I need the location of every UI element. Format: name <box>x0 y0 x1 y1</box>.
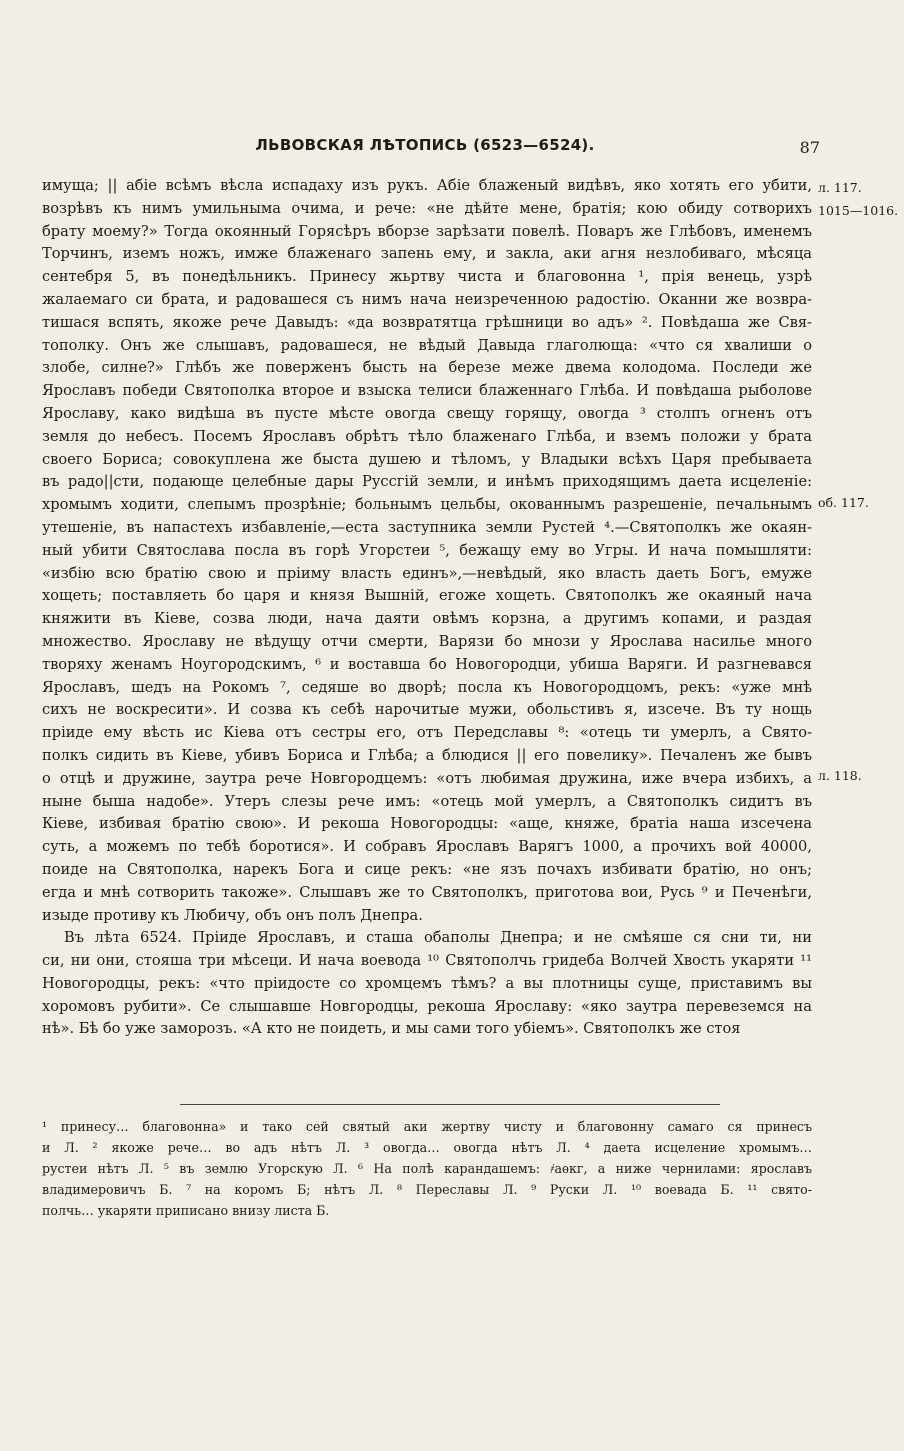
text-line: хощеть; поставляеть бо царя и князя Вышній, егоже хощеть. Святополкъ же окаяный нача <box>42 587 812 605</box>
text-line: Новогородцы, рекъ: «что пріидосте со хромцемъ тѣмъ? а вы плотницы суще, приставимъ вы <box>42 974 812 992</box>
text-line: Въ лѣта 6524. Пріиде Ярославъ, и сташа обаполы Днепра; и не смѣяше ся сни ти, ни <box>64 929 812 947</box>
footnote-line: и Л. ² якоже рече… во адъ нѣтъ Л. ³ овогда… овогда нѣтъ Л. ⁴ даета исцеление хромымъ… <box>42 1140 812 1155</box>
text-line: брату моему?» Тогда окоянный Горясѣръ вборзе зарѣзати повелѣ. Поваръ же Глѣбовъ, именемъ <box>42 222 812 240</box>
footnote-divider <box>180 1104 720 1105</box>
text-line: сентебря 5, въ понедѣльникъ. Принесу жьртву чиста и благовонна ¹, прія венець, узрѣ <box>42 268 812 286</box>
text-line: Ярославъ победи Святополка второе и взыска телиси блаженнаго Глѣба. И повѣдаша рыболове <box>42 382 812 400</box>
chronicle-text <box>42 175 812 1041</box>
footnote-line: ¹ принесу… благовонна» и тако сей святый аки жертву чисту и благовонну самаго ся принесъ <box>42 1119 812 1134</box>
text-line: злобе, силне?» Глѣбъ же поверженъ бысть на березе меже двема колодома. Последи же <box>42 359 812 377</box>
text-line: возрѣвъ къ нимъ умильныма очима, и рече: «не дѣйте мене, братія; кою обиду сотворихъ <box>42 199 812 217</box>
text-line: въ радо||сти, подающе целебные дары Руссгій земли, и инѣмъ приходящимъ даета исцеленіе: <box>42 473 812 491</box>
margin-note-folio-117-verso: об. 117. <box>818 495 869 510</box>
text-line: множество. Ярославу не вѣдущу отчи смерти, Варязи бо мнози у Ярослава насилье много <box>42 632 812 650</box>
footnote-line: полчь… укаряти приписано внизу листа Б. <box>42 1203 330 1218</box>
text-line: ный убити Святослава посла въ горѣ Угорстеи ⁵, бежащу ему во Угры. И нача помышляти: <box>42 541 812 559</box>
text-line: жалаемаго си брата, и радовашеся съ нимъ нача неизреченною радостію. Оканни же возвра- <box>42 290 812 308</box>
text-line: пріиде ему вѣсть ис Кіева отъ сестры его, отъ Передславы ⁸: «отець ти умерлъ, а Свято- <box>42 724 812 742</box>
text-line: нѣ». Бѣ бо уже заморозъ. «А кто не поидеть, и мы сами того убіемъ». Святополкъ же стоя <box>42 1020 741 1038</box>
text-line: сихъ не воскресити». И созва къ себѣ нарочитые мужи, обольстивъ я, изсече. Въ ту нощь <box>42 701 812 719</box>
text-line: тополку. Онъ же слышавъ, радовашеся, не вѣдый Давыда глаголюща: «что ся хвалиши о <box>42 336 812 354</box>
text-line: Торчинъ, иземъ ножъ, имже блаженаго запень ему, и закла, аки агня незлобиваго, мѣсяца <box>42 245 812 263</box>
text-line: хоромовъ рубити». Се слышавше Новгородцы, рекоша Ярославу: «яко заутра перевеземся на <box>42 997 812 1015</box>
text-line: хромымъ ходити, слепымъ прозрѣніе; больнымъ цельбы, окованнымъ разрешеніе, печальнымъ <box>42 496 812 514</box>
text-line: поиде на Святополка, нарекъ Бога и сице рекъ: «не язъ почахъ избивати братію, но онъ; <box>42 860 812 878</box>
text-line: егда и мнѣ сотворить такоже». Слышавъ же то Святополкъ, приготова вои, Русь ⁹ и Печенѣги, <box>42 883 812 901</box>
text-line: «избію всю братію свою и пріиму власть единъ»,—невѣдый, яко власть даеть Богъ, емуже <box>42 564 812 582</box>
margin-note-folio-118: л. 118. <box>818 768 862 783</box>
text-line: княжити въ Кіеве, созва люди, нача даяти овѣмъ корзна, а другимъ копами, и раздая <box>42 610 812 628</box>
text-line: своего Бориса; совокуплена же быста душею и тѣломъ, у Владыки всѣхъ Царя пребываета <box>42 450 812 468</box>
text-line: имуща; || абіе всѣмъ вѣсла испадаху изъ рукъ. Абіе блаженый видѣвъ, яко хотять его убити, <box>42 177 812 194</box>
footnotes <box>42 1116 812 1221</box>
footnote-line: рустеи нѣтъ Л. ⁵ въ землю Угорскую Л. ⁶ На полѣ карандашемъ: ҂аѳкг, а ниже чернилами: ярославъ <box>42 1161 812 1176</box>
text-line: Ярославу, како видѣша въ пусте мѣсте овогда свещу горящу, овогда ³ столпъ огненъ отъ <box>42 404 812 422</box>
text-line: суть, а можемъ по тебѣ боротися». И собравъ Ярославъ Варягъ 1000, а прочихъ вой 40000, <box>42 838 812 856</box>
text-line: Кіеве, избивая братію свою». И рекоша Новогородцы: «аще, княже, братіа наша изсечена <box>42 815 812 833</box>
text-line: полкъ сидить въ Кіеве, убивъ Бориса и Глѣба; а блюдися || его повелику». Печаленъ же бывъ <box>42 746 812 764</box>
text-line: земля до небесъ. Посемъ Ярославъ обрѣтъ тѣло блаженаго Глѣба, и вземъ положи у брата <box>42 427 812 445</box>
page-number: 87 <box>799 138 820 157</box>
text-line: тишася вспять, якоже рече Давыдъ: «да возвратятца грѣшници во адъ» ². Повѣдаша же Свя- <box>42 313 812 331</box>
text-line: утешеніе, въ напастехъ избавленіе,—еста заступника земли Рустей ⁴.—Святополкъ же окаян- <box>42 518 812 536</box>
text-line: творяху женамъ Ноугородскимъ, ⁶ и воставша бо Новогородци, убиша Варяги. И разгневався <box>42 655 812 673</box>
running-header: ЛЬВОВСКАЯ ЛѢТОПИСЬ (6523—6524). <box>255 136 595 154</box>
footnote-line: владимеровичъ Б. ⁷ на коромъ Б; нѣтъ Л. ⁸ Переславы Л. ⁹ Руски Л. ¹⁰ воевада Б. ¹¹ свято- <box>42 1182 812 1197</box>
text-line: си, ни они, стояша три мѣсеци. И нача воевода ¹⁰ Святополчь гридеба Волчей Хвость укаряти ¹¹ <box>42 952 812 970</box>
margin-note-folio-117: л. 117. <box>818 180 862 195</box>
text-line: ныне быша надобе». Утеръ слезы рече имъ: «отець мой умерлъ, а Святополкъ сидитъ въ <box>42 792 812 810</box>
text-line: Ярославъ, шедъ на Рокомъ ⁷, седяше во дворѣ; посла къ Новогородцомъ, рекъ: «уже мнѣ <box>42 678 812 696</box>
margin-note-years: 1015—1016. <box>818 203 899 218</box>
text-line: о отцѣ и дружине, заутра рече Новгородцемъ: «отъ любимая дружина, иже вчера избихъ, а <box>42 769 812 787</box>
text-line: изыде противу къ Любичу, объ онъ полъ Днепра. <box>42 906 423 924</box>
